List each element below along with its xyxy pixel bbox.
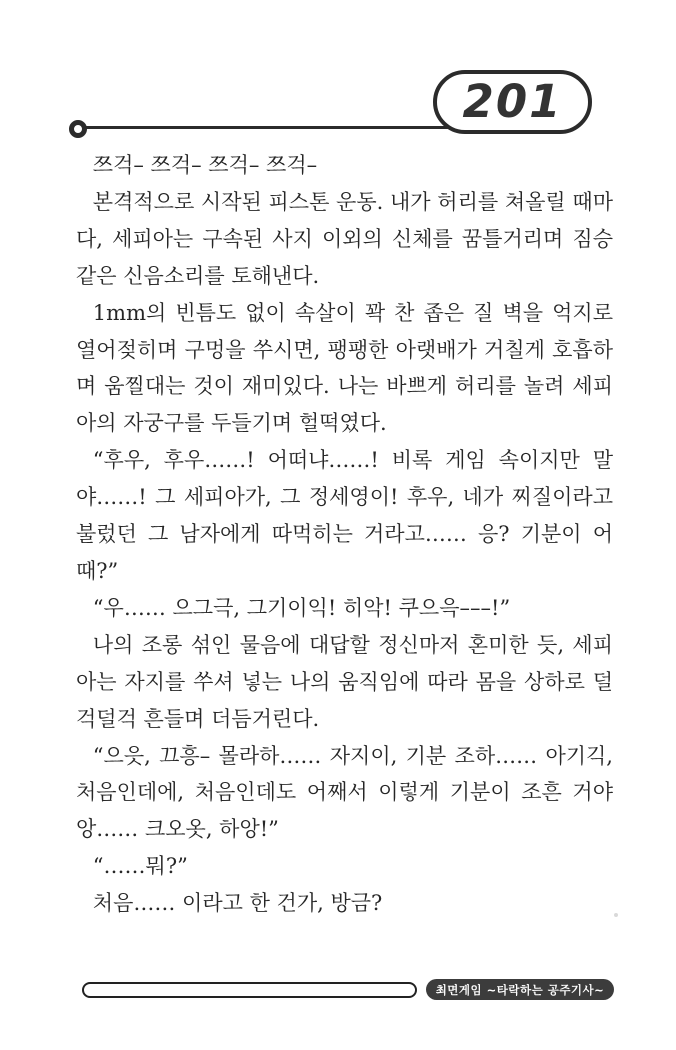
ring-end-icon	[69, 120, 87, 138]
page-body	[76, 147, 613, 922]
paragraph: 나의 조롱 섞인 물음에 대답할 정신마저 혼미한 듯, 세피아는 자지를 쑤셔 넣는 나의 움직임에 따라 몸을 상하로 덜걱덜걱 흔들며 더듬거린다.	[76, 632, 613, 731]
paragraph: “후우, 후우……! 어떠냐……! 비록 게임 속이지만 말야……! 그 세피아가, 그 정세영이! 후우, 네가 찌질이라고 불렀던 그 남자에게 따먹히는 거라고…… 응? 기분이 어때?”	[76, 448, 613, 583]
page-number-badge	[433, 70, 592, 134]
paragraph: 1mm의 빈틈도 없이 속살이 꽉 찬 좁은 질 벽을 억지로 열어젖히며 구멍을 쑤시면, 팽팽한 아랫배가 거칠게 호흡하며 움찔대는 것이 재미있다. 나는 바쁘게 허리를 놀려 세피아의 자궁구를 두들기며 헐떡였다.	[76, 300, 613, 436]
page-number: 201	[462, 74, 563, 128]
paragraph: 처음…… 이라고 한 건가, 방금?	[92, 891, 383, 916]
paragraph: “으읏, 끄흥– 몰라하…… 자지이, 기분 조하…… 아기긱, 처음인데에, 처음인데도 어째서 이렇게 기분이 조흔 거야앙…… 크오옷, 하앙!”	[76, 743, 613, 842]
footer-pill	[82, 982, 417, 998]
paragraph: 본격적으로 시작된 피스톤 운동. 내가 허리를 쳐올릴 때마다, 세피아는 구속된 사지 이외의 신체를 꿈틀거리며 짐승 같은 신음소리를 토해낸다.	[76, 189, 613, 288]
paragraph: “우…… 으그극, 그기이익! 히악! 쿠으윽–––!”	[92, 595, 511, 620]
footer-title: 최면게임 ~타락하는 공주기사~	[435, 982, 605, 997]
paragraph: “……뭐?”	[92, 854, 188, 879]
paragraph: 쯔걱– 쯔걱– 쯔걱– 쯔걱–	[92, 153, 318, 177]
footer-title-badge	[426, 979, 614, 1000]
scan-speck	[614, 913, 618, 917]
header-rule-line	[78, 126, 452, 129]
